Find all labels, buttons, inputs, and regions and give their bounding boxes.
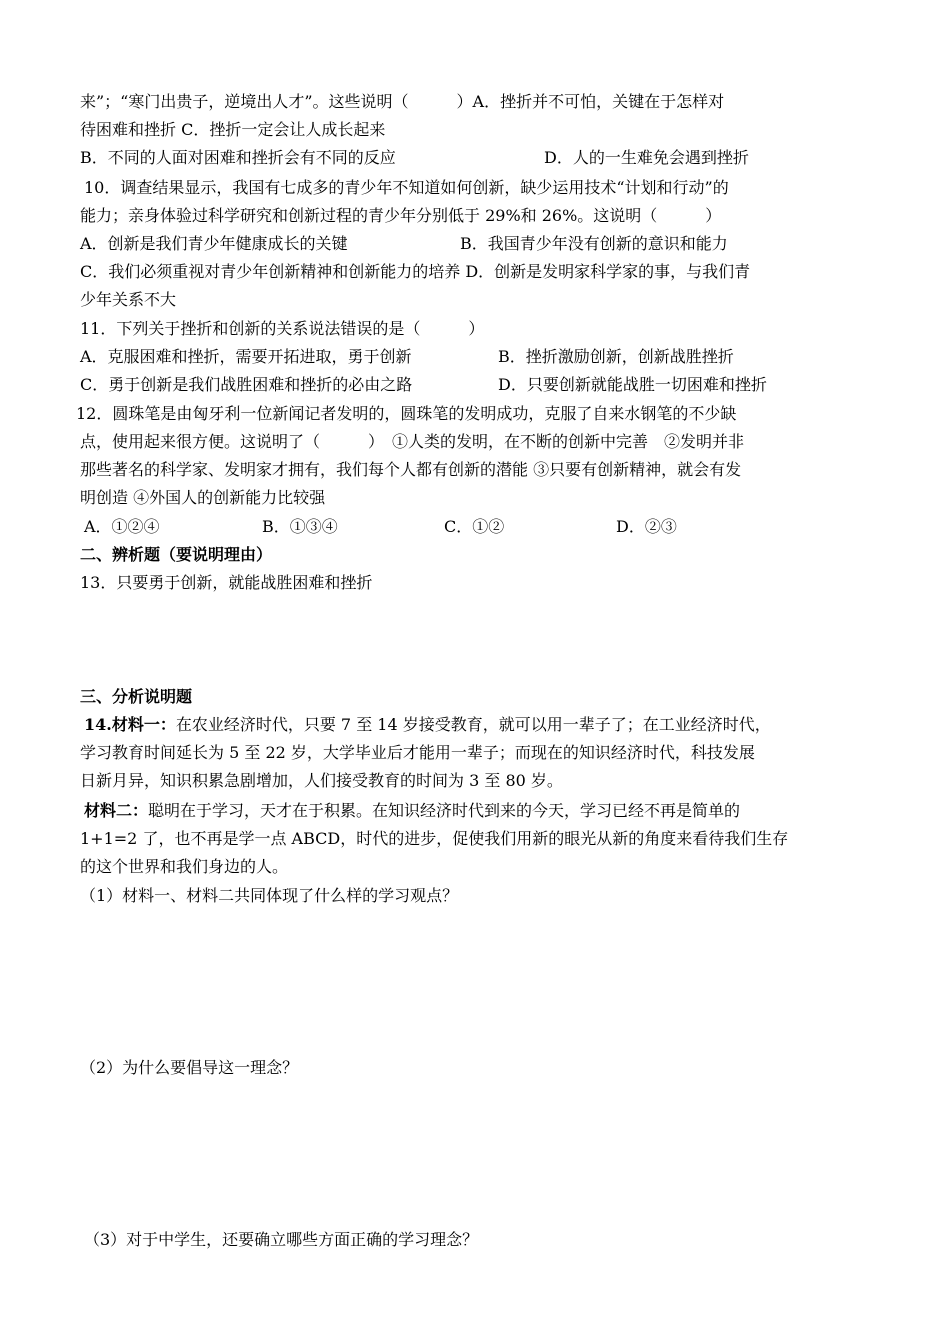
question-9-stem-line2: 待困难和挫折 C．挫折一定会让人成长起来 — [80, 120, 386, 139]
material-1-label: 14.材料一： — [84, 715, 176, 734]
material-2-line3: 的这个世界和我们身边的人。 — [80, 857, 289, 876]
question-10-stem-line2: 能力；亲身体验过科学研究和创新过程的青少年分别低于 29%和 26%。这说明（ ） — [80, 206, 722, 225]
question-11-option-b: B．挫折激励创新，创新战胜挫折 — [498, 347, 734, 366]
question-11-option-a: A．克服困难和挫折，需要开拓进取，勇于创新 — [80, 347, 412, 366]
material-1-line2: 学习教育时间延长为 5 至 22 岁，大学毕业后才能用一辈子；而现在的知识经济时代，科技发展 — [80, 743, 755, 762]
material-2-label: 材料二： — [84, 801, 149, 820]
question-13: 13．只要勇于创新，就能战胜困难和挫折 — [80, 573, 373, 592]
question-9-option-b: B．不同的人面对困难和挫折会有不同的反应 — [80, 148, 396, 167]
question-9-option-d: D．人的一生难免会遇到挫折 — [544, 148, 749, 167]
material-2-text: 聪明在于学习，天才在于积累。在知识经济时代到来的今天，学习已经不再是简单的 — [148, 801, 741, 820]
question-12-stem: 12．圆珠笔是由匈牙利一位新闻记者发明的，圆珠笔的发明成功，克服了自来水钢笔的不少缺 — [76, 404, 737, 423]
sub-question-1: （1）材料一、材料二共同体现了什么样的学习观点？ — [80, 886, 459, 905]
question-9-stem-continued: 来”；“寒门出贵子，逆境出人才”。这些说明（ ）A．挫折并不可怕，关键在于怎样对 — [80, 92, 725, 111]
section-2-heading: 二、辨析题（要说明理由） — [80, 545, 273, 564]
question-11-option-d: D．只要创新就能战胜一切困难和挫折 — [498, 375, 767, 394]
question-12-stem-line2: 点，使用起来很方便。这说明了（ ） ①人类的发明，在不断的创新中完善 ②发明并非 — [80, 432, 745, 451]
material-1-line3: 日新月异，知识积累急剧增加，人们接受教育的时间为 3 至 80 岁。 — [80, 771, 563, 790]
question-11-option-c: C．勇于创新是我们战胜困难和挫折的必由之路 — [80, 375, 413, 394]
question-12-option-c: C．①② — [444, 517, 505, 536]
sub-question-2: （2）为什么要倡导这一理念？ — [80, 1058, 299, 1077]
question-12-option-d: D．②③ — [616, 517, 677, 536]
question-10-option-d-continued: 少年关系不大 — [80, 290, 177, 309]
material-1-text: 在农业经济时代，只要 7 至 14 岁接受教育，就可以用一辈子了；在工业经济时代， — [175, 715, 771, 734]
material-2-line2: 1+1=2 了，也不再是学一点 ABCD，时代的进步，促使我们用新的眼光从新的角度来看待我们生存 — [80, 829, 789, 848]
question-10-option-a: A．创新是我们青少年健康成长的关键 — [80, 234, 348, 253]
question-12-stem-line4: 明创造 ④外国人的创新能力比较强 — [80, 488, 326, 507]
question-12-stem-line3: 那些著名的科学家、发明家才拥有，我们每个人都有创新的潜能 ③只要有创新精神，就会有发 — [80, 460, 742, 479]
question-12-option-b: B．①③④ — [262, 517, 338, 536]
section-3-heading: 三、分析说明题 — [80, 687, 193, 706]
question-10-option-b: B．我国青少年没有创新的意识和能力 — [460, 234, 728, 253]
question-10-option-c-d: C．我们必须重视对青少年创新精神和创新能力的培养 D．创新是发明家科学家的事，与我们青 — [80, 262, 751, 281]
question-14-material-2 — [84, 800, 740, 822]
sub-question-3: （3）对于中学生，还要确立哪些方面正确的学习理念？ — [84, 1230, 479, 1249]
question-14-material-1 — [84, 714, 771, 736]
question-12-option-a: A．①②④ — [84, 517, 160, 536]
question-11-stem: 11．下列关于挫折和创新的关系说法错误的是（ ） — [80, 319, 485, 338]
question-10-stem: 10．调查结果显示，我国有七成多的青少年不知道如何创新，缺少运用技术“计划和行动”的 — [84, 178, 729, 197]
